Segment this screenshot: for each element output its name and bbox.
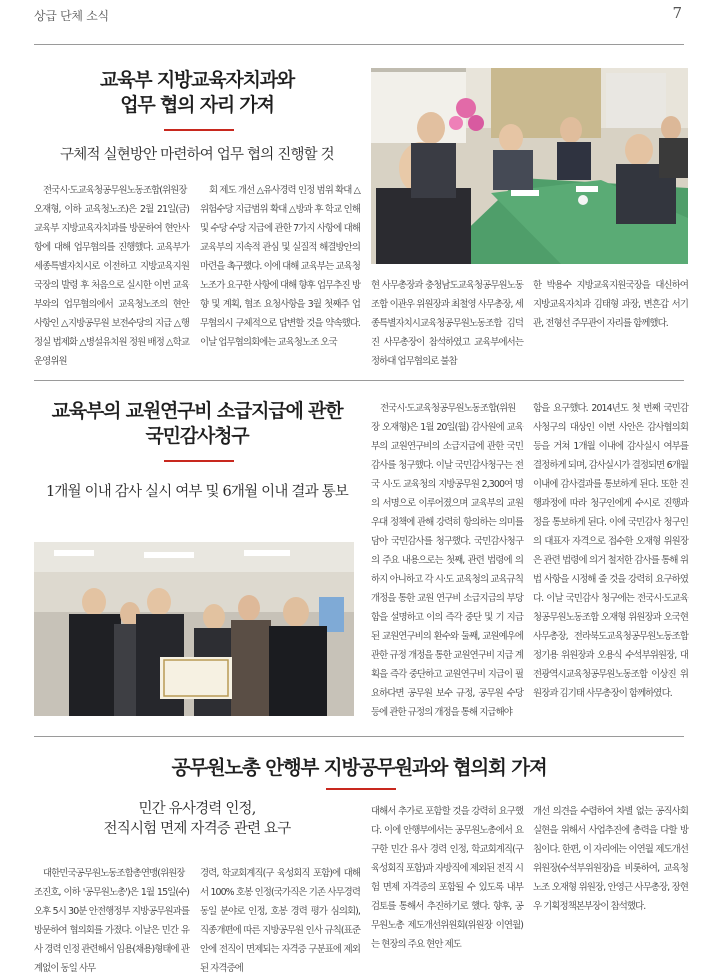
article1-photo-meeting <box>371 68 688 264</box>
article2-column-1-text: 전국시·도교육청공무원노동조합(위원장 오재형)은 1월 20일(월) 감사원에 교육부의 교원연구비의 소급지급에 관한 국민감사를 청구했다. 이날 국민감사청구는 전국 시·도 교육청의 지방공무원 2,300여 명의 서명으로 이루어졌으며 교육부의 교원 우대 정책에 관해 강력히 항의하는 의미를 담아 국민감사를 청구했다. 국민감사청구의 주요 내용으로는 첫째, 관련 법령에 의하지 아니하고 각 시·도 교육청의 교육규칙 개정을 통한 교원 연구비 소급지급의 부당함을 설명하고 이의 즉각 중단 및 기 지급된 교원연구비의 환수와 둘째, 교원예우에 관한 규정 개정을 통한 교원연구비 지급 계획을 즉각 중단하고 교원연구비 지급이 필요하다면 공무원 보수 규정, 공무원 수당 등에 관한 규정의 개정을 통해 지급해야 <box>371 403 523 718</box>
article2-title-line1: 교육부의 교원연구비 소급지급에 관한 <box>51 400 343 422</box>
article1-column-4-text: 한 박용수 지방교육지원국장을 대신하여 지방교육자치과 김태형 과장, 변흔갑 서기관, 전형선 주무관이 자리를 함께했다. <box>533 280 688 329</box>
article3-column-4-text: 개선 의견을 수렴하여 차별 없는 공직사회 실현을 위해서 사업추진에 총력을 다할 방침이다. 한편, 이 자리에는 이연월 제도개선위원장(수석부위원장)을 비롯하여, 교육청노조 오재형 위원장, 안영근 사무총장, 장현우 기획정책본부장이 참석했다. <box>533 806 688 912</box>
article1-column-4 <box>533 276 688 372</box>
article2-column-2-text: 함을 요구했다. 2014년도 첫 번째 국민감사청구의 대상인 이번 사안은 감사협의회 등을 거쳐 1개월 이내에 감사실시 여부를 결정하게 되며, 감사실시가 결정되면 6개월 이내에 감사결과를 통보하게 된다. 또한 진행과정에 따라 청구인에게 수시로 진행과정을 통보하게 된다. 이에 국민감사 청구인의 대표자 자격으로 접수한 오재형 위원장은 관련 법령에 의거 철저한 감사를 통해 위법 사항을 시정해 줄 것을 강력히 요구하였다. 이날 국민감사 청구에는 전국시·도교육청공무원노동조합 오재형 위원장과 오국현 사무총장, 전라북도교육청공무원노동조합 정기용 위원장과 오용식 수석부위원장, 대전광역시교육청공무원노동조합 이상진 위원장과 김기태 사무총장이 함께하였다. <box>533 403 688 699</box>
article3-column-3-text: 대해서 추가로 포함할 것을 강력히 요구했다. 이에 안행부에서는 공무원노총에서 요구한 민간 유사 경력 인정, 학교회계직(구 육성회직 포함)과 자방직에 제외된 전직 시험 면제 자격증의 포함될 수 있도록 내부 검토를 통해서 추진하기로 했다. 향후, 공무원노총 제도개선위원회(위원장 이연월)는 현장의 주요 현안 제도 <box>371 806 523 950</box>
article3-subtitle-line1: 민간 유사경력 인정, <box>138 801 256 817</box>
article3-column-4 <box>533 802 688 964</box>
article1-column-1 <box>34 181 189 372</box>
article1-title-line2: 업무 협의 자리 가져 <box>120 94 274 116</box>
section-label: 상급 단체 소식 <box>34 9 109 23</box>
article1-subtitle: 구체적 실현방안 마련하여 업무 협의 진행할 것 <box>60 147 334 163</box>
article1-bottom-rule <box>34 380 684 381</box>
article2-accent-rule <box>164 460 234 462</box>
article1-title <box>34 68 360 118</box>
article1-column-2 <box>200 181 360 372</box>
article2-bottom-rule <box>34 736 684 737</box>
article2-title-line2: 국민감사청구 <box>145 425 249 447</box>
article3-title: 공무원노총 안행부 지방공무원과와 협의회 가져 <box>171 756 547 779</box>
article3-accent-rule <box>326 788 396 790</box>
article3-column-3 <box>371 802 523 964</box>
article3-subtitle <box>34 799 360 839</box>
group-photo-illustration <box>34 542 354 716</box>
article1-column-3-text: 현 사무총장과 충청남도교육청공무원노동조합 이관우 위원장과 최철영 사무총장, 세종특별자치시교육청공무원노동조합 김덕진 사무총장이 참석하였고 교육부에서는 정하대 업무협의로 불참 <box>371 280 523 367</box>
article2-title <box>34 399 360 449</box>
meeting-photo-illustration <box>371 68 688 264</box>
article3-column-2-text: 경력, 학교회계직(구 육성회직 포함)에 대해서 100% 호봉 인정(국가직은 기존 사무경력 동일 분야로 인정, 호봉 경력 평가 심의회), 직종개편에 따른 지방공무원 인사 규칙(표준안에 전직이 면제되는 자격증 구분표에 제외된 자격증에 <box>200 868 360 974</box>
article1-column-3 <box>371 276 523 372</box>
article2-subtitle: 1개월 이내 감사 실시 여부 및 6개월 이내 결과 통보 <box>45 484 349 500</box>
article3-subtitle-line2: 전직시험 면제 자격증 관련 요구 <box>103 821 291 837</box>
article1-column-2-text: 회 제도 개선 △유사경력 인정 범위 확대 △위험수당 지급범위 확대 △방과 후 학교 인해 및 수당 수당 지급에 관한 7가지 사항에 대해 교육부의 지속적 관심 및 실질적 해결방안의 마련을 촉구했다. 이에 대해 교육부는 교육청노조가 요구한 사항에 대해 향후 업무추진 방향 및 계획, 협조 요청사항을 3월 첫째주 업무협의시 구체적으로 답변할 것을 약속했다. 이날 업무협의회에는 교육청노조 오국 <box>200 185 360 348</box>
article3-column-1-text: 대한민국공무원노동조합총연맹(위원장 조진호, 이하 '공무원노총')은 1월 15일(수) 오후 5시 30분 안전행정부 지방공무원과를 방문하여 협의회를 가졌다. 이날은 민간 유사 경력 인정 관련해서 임용(채용)형태에 관계없이 동일 사무 <box>34 868 189 974</box>
article1-title-line1: 교육부 지방교육자치과와 <box>99 69 295 91</box>
article2-column-2 <box>533 399 688 719</box>
article2-photo-group <box>34 542 354 716</box>
header-rule <box>34 44 684 45</box>
article3-column-1 <box>34 864 189 974</box>
article1-accent-rule <box>164 129 234 131</box>
article1-column-1-text: 전국시·도교육청공무원노동조합(위원장 오재형, 이하 교육청노조)은 2월 21일(금) 교육부 지방교육자치과를 방문하여 현안사항에 대해 업무협의를 진행했다. 교육부가 세종특별자치시로 이전하고 지방교육지원국장의 발령 후 처음으로 실시한 이번 교육부와의 업무협의에서 교육청노조의 현안 사항인 △지방공무원 보전수당의 지급 △행정실 법제화 △병설유치원 정원 배정 △학교운영위원 <box>34 185 189 367</box>
page-number: 7 <box>672 4 682 22</box>
article2-column-1 <box>371 399 523 719</box>
article3-column-2 <box>200 864 360 974</box>
